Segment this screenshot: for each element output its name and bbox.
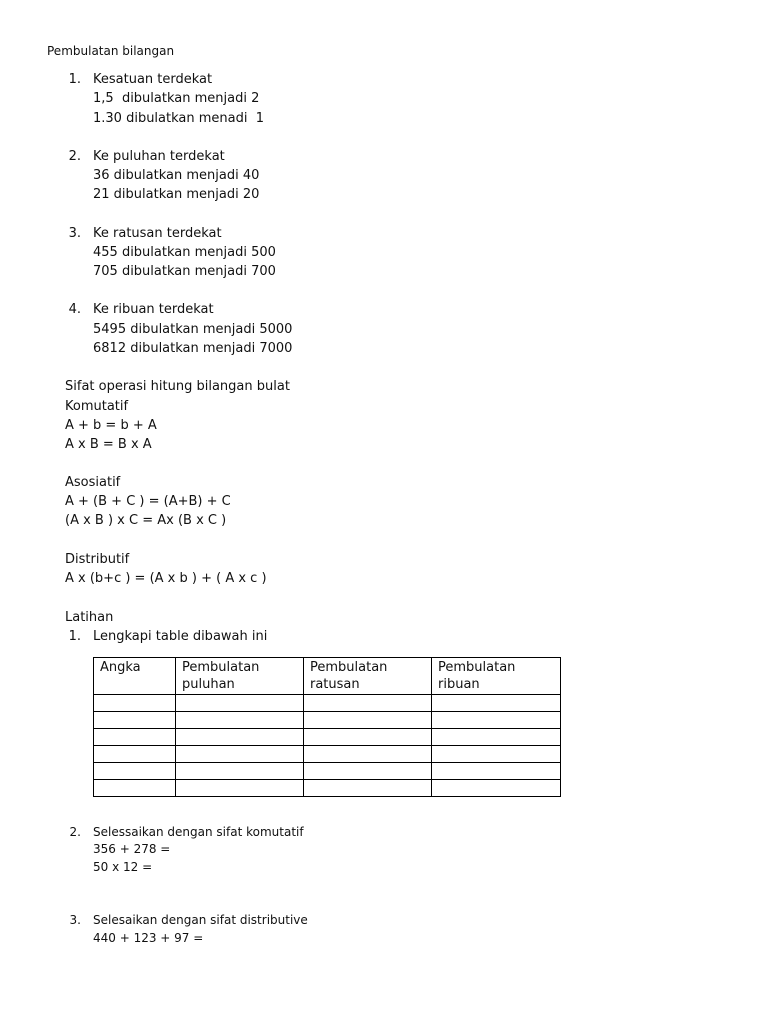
table-cell [432, 695, 561, 712]
list-number: 3. [68, 226, 81, 241]
property-label: Distributif [65, 552, 130, 567]
section-heading: Sifat operasi hitung bilangan bulat [65, 379, 290, 394]
table-cell [94, 695, 176, 712]
table-cell [432, 712, 561, 729]
table-header-cell: Pembulatan ratusan [304, 658, 432, 695]
table-row [94, 712, 561, 729]
list-line: 1.30 dibulatkan menadi 1 [93, 111, 265, 126]
table-row [94, 780, 561, 797]
table-cell [94, 763, 176, 780]
list-number: 1. [68, 72, 81, 87]
table-cell [304, 712, 432, 729]
table-cell [432, 763, 561, 780]
section-heading: Latihan [65, 610, 114, 625]
list-line: 5495 dibulatkan menjadi 5000 [93, 322, 293, 337]
list-line: 455 dibulatkan menjadi 500 [93, 245, 276, 260]
table-row [94, 763, 561, 780]
property-label: Asosiatif [65, 475, 121, 490]
table-row [94, 746, 561, 763]
table-row [94, 695, 561, 712]
table-cell [304, 780, 432, 797]
list-heading: Ke puluhan terdekat [93, 149, 225, 164]
list-line: 705 dibulatkan menjadi 700 [93, 264, 276, 279]
exercise-line: 50 x 12 = [93, 860, 153, 874]
table-header-cell: Pembulatan puluhan [176, 658, 304, 695]
exercise-line: 356 + 278 = [93, 842, 171, 856]
table-cell [176, 729, 304, 746]
table-cell [304, 746, 432, 763]
table-cell [176, 780, 304, 797]
table-cell [304, 695, 432, 712]
table-cell [94, 712, 176, 729]
list-number: 3. [69, 913, 81, 927]
table-cell [304, 763, 432, 780]
property-label: Komutatif [65, 399, 129, 414]
exercise-line: 440 + 123 + 97 = [93, 931, 204, 945]
formula-line: A + b = b + A [65, 418, 157, 433]
table-header-row [94, 658, 561, 695]
table-cell [432, 780, 561, 797]
table-cell [176, 695, 304, 712]
table-header-cell: Pembulatan ribuan [432, 658, 561, 695]
list-line: 36 dibulatkan menjadi 40 [93, 168, 260, 183]
list-number: 2. [68, 149, 81, 164]
formula-line: A x B = B x A [65, 437, 152, 452]
table-row [94, 729, 561, 746]
table-cell [176, 746, 304, 763]
table-cell [432, 746, 561, 763]
list-heading: Ke ratusan terdekat [93, 226, 222, 241]
exercise-text: Selesaikan dengan sifat distributive [93, 913, 308, 927]
table-cell [94, 746, 176, 763]
list-number: 4. [68, 302, 81, 317]
page-title: Pembulatan bilangan [47, 44, 175, 58]
list-line: 1,5 dibulatkan menjadi 2 [93, 91, 260, 106]
table-cell [304, 729, 432, 746]
list-number: 2. [69, 825, 81, 839]
list-heading: Kesatuan terdekat [93, 72, 213, 87]
list-line: 21 dibulatkan menjadi 20 [93, 187, 260, 202]
table-cell [432, 729, 561, 746]
formula-line: A + (B + C ) = (A+B) + C [65, 494, 231, 509]
table-cell [176, 712, 304, 729]
formula-line: A x (b+c ) = (A x b ) + ( A x c ) [65, 571, 267, 586]
table-cell [176, 763, 304, 780]
exercise-text: Lengkapi table dibawah ini [93, 629, 268, 644]
exercise-text: Selessaikan dengan sifat komutatif [93, 825, 304, 839]
table-cell [94, 780, 176, 797]
formula-line: (A x B ) x C = Ax (B x C ) [65, 513, 227, 528]
table-header-cell: Angka [94, 658, 176, 695]
list-number: 1. [68, 629, 81, 644]
list-heading: Ke ribuan terdekat [93, 302, 214, 317]
table-cell [94, 729, 176, 746]
rounding-table [93, 657, 561, 797]
list-line: 6812 dibulatkan menjadi 7000 [93, 341, 293, 356]
